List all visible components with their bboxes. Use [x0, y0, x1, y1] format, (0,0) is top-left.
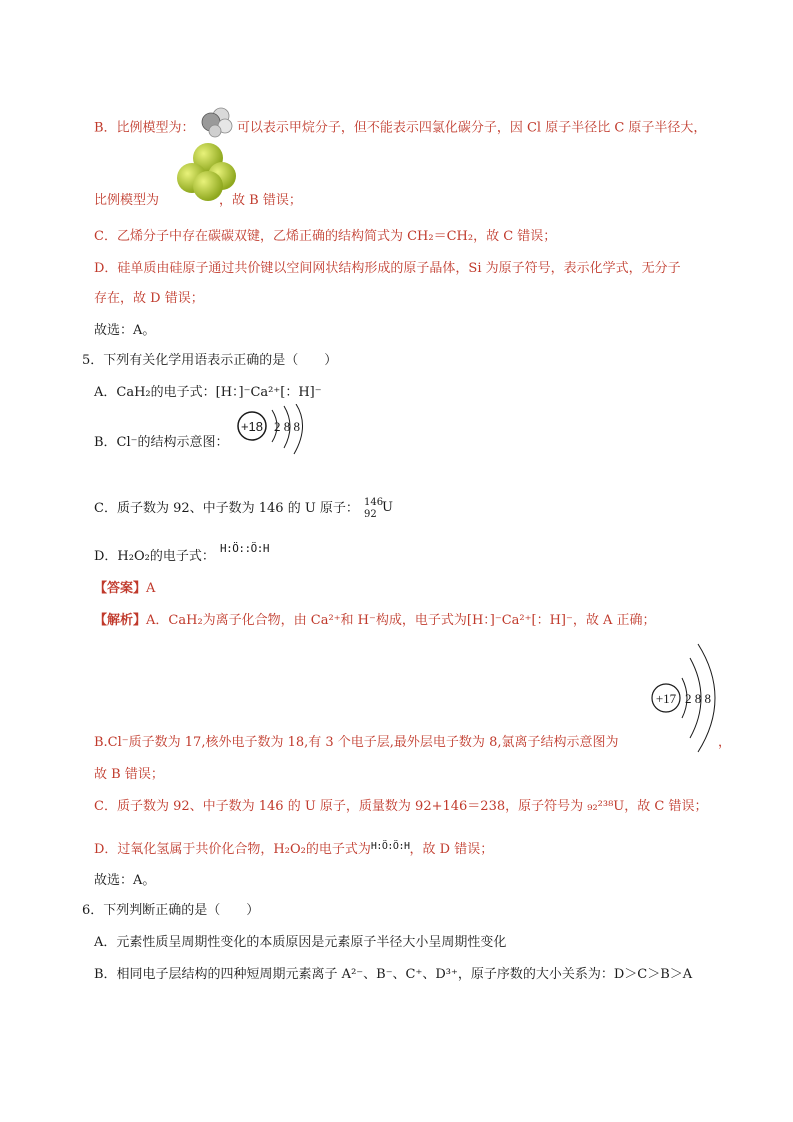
analysis-tag: 【解析】 [94, 613, 147, 628]
choose-line-1: 故选：A。 [94, 323, 156, 338]
q5-option-a: A．CaH₂的电子式：[H：]⁻Ca²⁺[：H]⁻ [94, 385, 322, 400]
analysis-q5-d-prefix: D．过氧化氢属于共价化合物，H₂O₂的电子式为 [94, 842, 371, 857]
answer-value: A [146, 581, 156, 596]
answer-tag: 【答案】 [94, 581, 147, 596]
analysis-c-line: C．乙烯分子中存在碳碳双键，乙烯正确的结构简式为 CH₂＝CH₂，故 C 错误； [94, 229, 557, 244]
q5-option-b: B．Cl⁻的结构示意图： [94, 435, 229, 450]
analysis-q5-a [94, 612, 656, 630]
analysis-b-prefix: B．比例模型为： [94, 120, 195, 136]
analysis-q5-d-formula: H:Ö:Ö:H [370, 841, 410, 852]
analysis-d-line1: D．硅单质由硅原子通过共价键以空间网状结构形成的原子晶体，Si 为原子符号，表示化学式，无分子 [94, 261, 681, 276]
methane-model-image [199, 118, 233, 138]
analysis-q5-d [94, 838, 493, 859]
analysis-q5-c: C．质子数为 92、中子数为 146 的 U 原子，质量数为 92+146＝238，原子符号为 ₉₂²³⁸U，故 C 错误； [94, 799, 708, 814]
analysis-q5-a-text: A．CaH₂为离子化合物，由 Ca²⁺和 H⁻构成，电子式为[H：]⁻Ca²⁺[：H]⁻，故 A 正确； [146, 613, 656, 628]
analysis-b-nucleus: +17 [655, 691, 677, 706]
q5-option-d [94, 548, 215, 566]
analysis-b-text2-suffix: ，故 B 错误； [219, 193, 302, 208]
analysis-q5-b: B.Cl⁻质子数为 17,核外电子数为 18,有 3 个电子层,最外层电子数为 8,氯离子结构示意图为 [94, 735, 619, 750]
analysis-b-text2-prefix: 比例模型为 [94, 193, 160, 208]
q5-option-d-label: D．H₂O₂的电子式： [94, 549, 215, 564]
analysis-b-text1: 可以表示甲烷分子，但不能表示四氯化碳分子，因 Cl 原子半径比 C 原子半径大， [236, 120, 707, 136]
q5-c-mass: 146 [364, 497, 384, 508]
q5-c-symbol: U [382, 500, 393, 515]
q5-b-shells: 2 8 8 [274, 419, 300, 434]
q5-b-nucleus: +18 [240, 419, 264, 434]
q6-stem: 6．下列判断正确的是（ ） [82, 903, 260, 918]
q5-c-atomic: 92 [364, 509, 377, 520]
q6-option-b: B．相同电子层结构的四种短周期元素离子 A²⁻、B⁻、C⁺、D³⁺，原子序数的大小关系为：D＞C＞B＞A [94, 967, 693, 982]
analysis-b-shells: 2 8 8 [685, 691, 711, 706]
q5-option-c-isotope [364, 498, 383, 520]
analysis-q5-b2: 故 B 错误； [94, 767, 164, 782]
q5-stem: 5．下列有关化学用语表示正确的是（ ） [82, 353, 338, 368]
analysis-q5-b-end: ， [718, 735, 732, 750]
q5-option-c [94, 500, 359, 518]
cl-ion-structure-diagram [232, 404, 332, 460]
analysis-b-model-line [94, 118, 706, 138]
q6-option-a: A．元素性质呈周期性变化的本质原因是元素原子半径大小呈周期性变化 [94, 935, 507, 950]
analysis-q5-d-suffix: ，故 D 错误； [409, 842, 494, 857]
analysis-b-model-line2 [94, 192, 302, 210]
answer-line [94, 580, 155, 598]
q5-option-c-label: C．质子数为 92、中子数为 146 的 U 原子： [94, 501, 359, 516]
q5-d-formula: H:Ö::Ö:H [220, 542, 269, 555]
analysis-d-line2: 存在，故 D 错误； [94, 291, 204, 306]
choose-line-2: 故选：A。 [94, 873, 156, 888]
